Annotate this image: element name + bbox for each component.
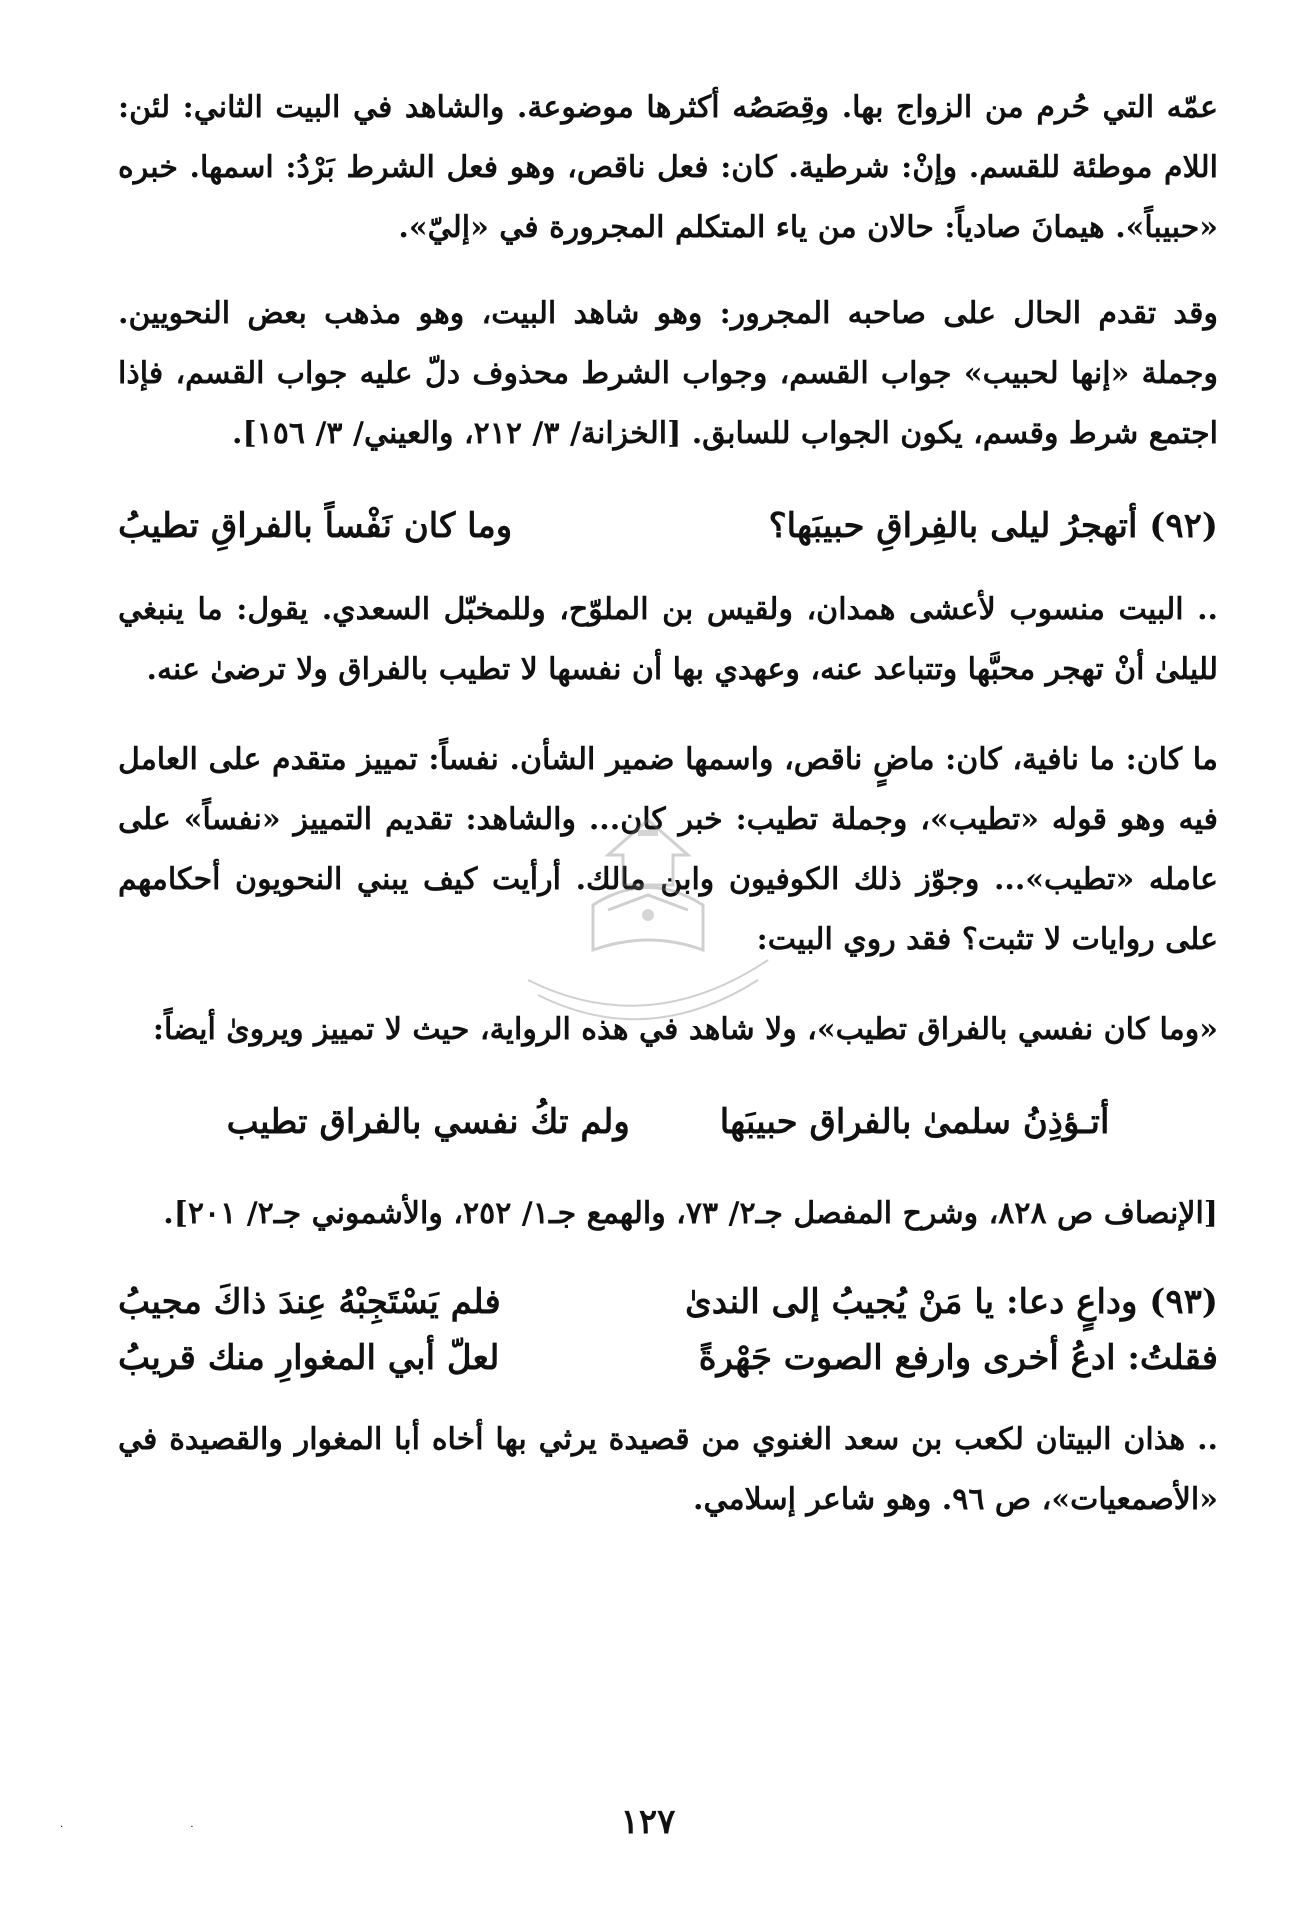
library-seal-watermark-icon <box>498 810 798 1050</box>
verse-92-second-hemistich: وما كان نَفْساً بالفراقِ تطيبُ <box>118 506 513 546</box>
verse-93-line-1-first-hemistich: (٩٣) وداعٍ دعا: يا مَنْ يُجيبُ إلى الندىٰ <box>685 1282 1218 1322</box>
verse-92-alternate <box>118 1090 1218 1154</box>
verse-93-line-1 <box>118 1274 1218 1330</box>
verse-93-line-1-second-hemistich: فلم يَسْتَجِبْهُ عِندَ ذاكَ مجيبُ <box>118 1282 501 1322</box>
paragraph-6-references: [الإنصاف ص ٨٢٨، وشرح المفصل جـ٢/ ٧٣، والهمع جـ١/ ٢٥٢، والأشموني جـ٢/ ٢٠١]. <box>163 1196 1218 1231</box>
verse-93-line-2 <box>118 1330 1218 1386</box>
paragraph-5: «وما كان نفسي بالفراق تطيب»، ولا شاهد في هذه الرواية، حيث لا تمييز ويروىٰ أيضاً: <box>152 1012 1218 1047</box>
paragraph-1: عمّه التي حُرم من الزواج بها. وقِصَصُه أكثرها موضوعة. والشاهد في البيت الثاني: لئن: اللام موطئة للقسم. وإنْ: شرطية. كان: فعل ناقص، وهو فعل الشرط بَرْدُ: اسمها. خبره «حبيباً». هيمانَ صادياً: حالان من ياء المتكلم المجرورة في «إليّ». <box>118 90 1218 245</box>
verse-93-line-2-first-hemistich: فقلتُ: ادعُ أخرى وارفع الصوت جَهْرةً <box>698 1338 1218 1378</box>
verse-93-block <box>118 1274 1218 1386</box>
page-number: ١٢٧ <box>620 1802 676 1842</box>
paragraph-7: .. هذان البيتان لكعب بن سعد الغنوي من قصيدة يرثي بها أخاه أبا المغوار والقصيدة في «الأصمعيات»، ص ٩٦. وهو شاعر إسلامي. <box>118 1422 1218 1517</box>
paragraph-2: وقد تقدم الحال على صاحبه المجرور: وهو شاهد البيت، وهو مذهب بعض النحويين. وجملة «إنها لحبيب» جواب القسم، وجواب الشرط محذوف دلّ عليه جواب القسم، فإذا اجتمع شرط وقسم، يكون الجواب للسابق. [الخزانة/ ٣/ ٢١٢، والعيني/ ٣/ ١٥٦]. <box>118 296 1218 451</box>
verse-92-first-hemistich: (٩٢) أتهجرُ ليلى بالفِراقِ حبيبَها؟ <box>768 506 1218 546</box>
verse-92-alt-second-hemistich: ولم تكُ نفسي بالفراق تطيب <box>226 1102 630 1142</box>
verse-93-line-2-second-hemistich: لعلّ أبي المغوارِ منك قريبُ <box>118 1338 500 1378</box>
verse-92-alt-first-hemistich: أتـؤذِنُ سلمىٰ بالفراق حبيبَها <box>719 1102 1110 1142</box>
verse-92 <box>118 494 1218 558</box>
paragraph-4: ما كان: ما نافية، كان: ماضٍ ناقص، واسمها ضمير الشأن. نفساً: تمييز متقدم على العامل فيه وهو قوله «تطيب»، وجملة تطيب: خبر كان... والشاهد: تقديم التمييز «نفساً» على عامله «تطيب»... وجوّز ذلك الكوفيون وابن مالك. أرأيت كيف يبني النحويون أحكامهم على روايات لا تثبت؟ فقد روي البيت: <box>118 742 1218 957</box>
scan-specks: · · <box>60 1822 194 1833</box>
paragraph-3: .. البيت منسوب لأعشى همدان، ولقيس بن الملوّح، وللمخبّل السعدي. يقول: ما ينبغي لليلىٰ أنْ تهجر محبَّها وتتباعد عنه، وعهدي بها أن نفسها لا تطيب بالفراق ولا ترضىٰ عنه. <box>118 592 1218 687</box>
